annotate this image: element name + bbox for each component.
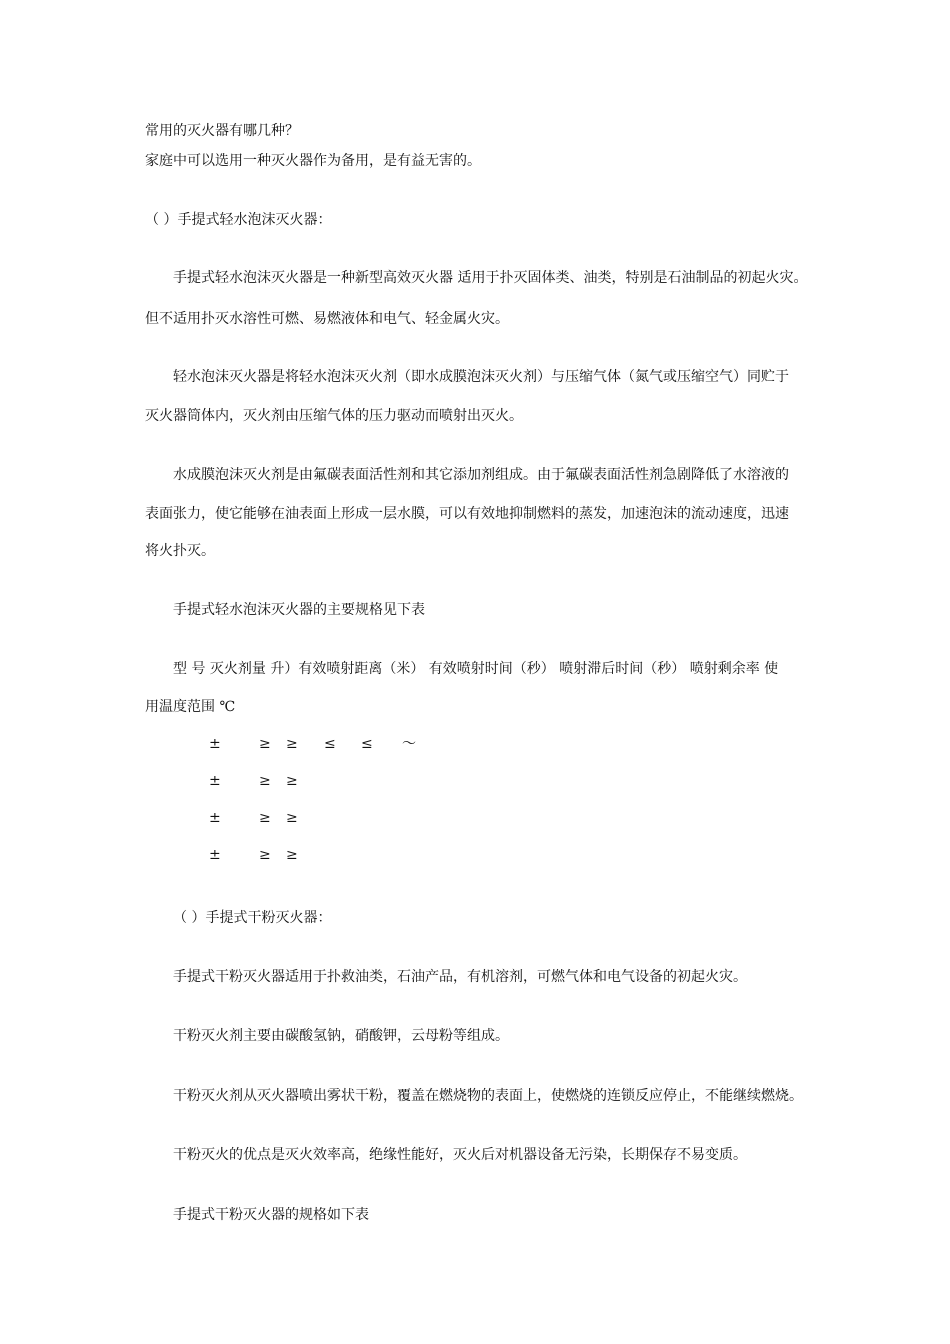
table-cell: ≥: [286, 773, 298, 789]
table-cell: ±: [209, 810, 221, 826]
section1-heading: （ ）手提式轻水泡沫灭火器：: [145, 212, 332, 228]
section1-paragraph1-line2: 但不适用扑灭水溶性可燃、易燃液体和电气、轻金属火灾。: [145, 311, 509, 327]
table-cell: ±: [209, 773, 221, 789]
spec-table-header-line2: 用温度范围 ℃: [145, 699, 236, 715]
table-cell: ≥: [259, 810, 271, 826]
section2-table-caption: 手提式干粉灭火器的规格如下表: [173, 1207, 369, 1223]
spec-table-row: [0, 735, 950, 753]
table-cell: ±: [209, 736, 221, 752]
spec-table-row: [0, 772, 950, 790]
section2-paragraph2: 干粉灭火剂主要由碳酸氢钠，硝酸钾，云母粉等组成。: [173, 1028, 509, 1044]
section2-heading: （ ）手提式干粉灭火器：: [173, 910, 332, 926]
section1-paragraph3-line1: 水成膜泡沫灭火剂是由氟碳表面活性剂和其它添加剂组成。由于氟碳表面活性剂急剧降低了水溶液的: [173, 467, 789, 483]
table-cell: ≥: [259, 736, 271, 752]
section2-paragraph3: 干粉灭火剂从灭火器喷出雾状干粉，覆盖在燃烧物的表面上，使燃烧的连锁反应停止，不能继续燃烧。: [173, 1088, 803, 1104]
table-cell: ≥: [259, 773, 271, 789]
section1-paragraph3-line2: 表面张力，使它能够在油表面上形成一层水膜，可以有效地抑制燃料的蒸发，加速泡沫的流动速度，迅速: [145, 506, 789, 522]
section2-paragraph1: 手提式干粉灭火器适用于扑救油类，石油产品，有机溶剂，可燃气体和电气设备的初起火灾。: [173, 969, 747, 985]
spec-table-row: [0, 846, 950, 864]
section1-table-caption: 手提式轻水泡沫灭火器的主要规格见下表: [173, 602, 425, 618]
table-cell: ≥: [259, 847, 271, 863]
table-cell: ±: [209, 847, 221, 863]
table-cell: ～: [402, 736, 416, 752]
section1-paragraph1-line1: 手提式轻水泡沫灭火器是一种新型高效灭火器 适用于扑灭固体类、油类，特别是石油制品的初起火灾。: [173, 270, 808, 286]
section2-paragraph4: 干粉灭火的优点是灭火效率高，绝缘性能好，灭火后对机器设备无污染，长期保存不易变质。: [173, 1147, 747, 1163]
spec-table-header-line1: 型 号 灭火剂量 升）有效喷射距离（米） 有效喷射时间（秒） 喷射滞后时间（秒） 喷射剩余率 使: [173, 661, 779, 677]
table-cell: ≥: [286, 810, 298, 826]
table-cell: ≤: [361, 736, 373, 752]
document-title: 常用的灭火器有哪几种？: [145, 123, 299, 139]
intro-paragraph: 家庭中可以选用一种灭火器作为备用，是有益无害的。: [145, 153, 481, 169]
table-cell: ≤: [324, 736, 336, 752]
table-cell: ≥: [286, 736, 298, 752]
table-cell: ≥: [286, 847, 298, 863]
spec-table-row: [0, 809, 950, 827]
section1-paragraph2-line2: 灭火器筒体内，灭火剂由压缩气体的压力驱动而喷射出灭火。: [145, 408, 523, 424]
section1-paragraph3-line3: 将火扑灭。: [145, 543, 215, 559]
section1-paragraph2-line1: 轻水泡沫灭火器是将轻水泡沫灭火剂（即水成膜泡沫灭火剂）与压缩气体（氮气或压缩空气）同贮于: [173, 369, 789, 385]
